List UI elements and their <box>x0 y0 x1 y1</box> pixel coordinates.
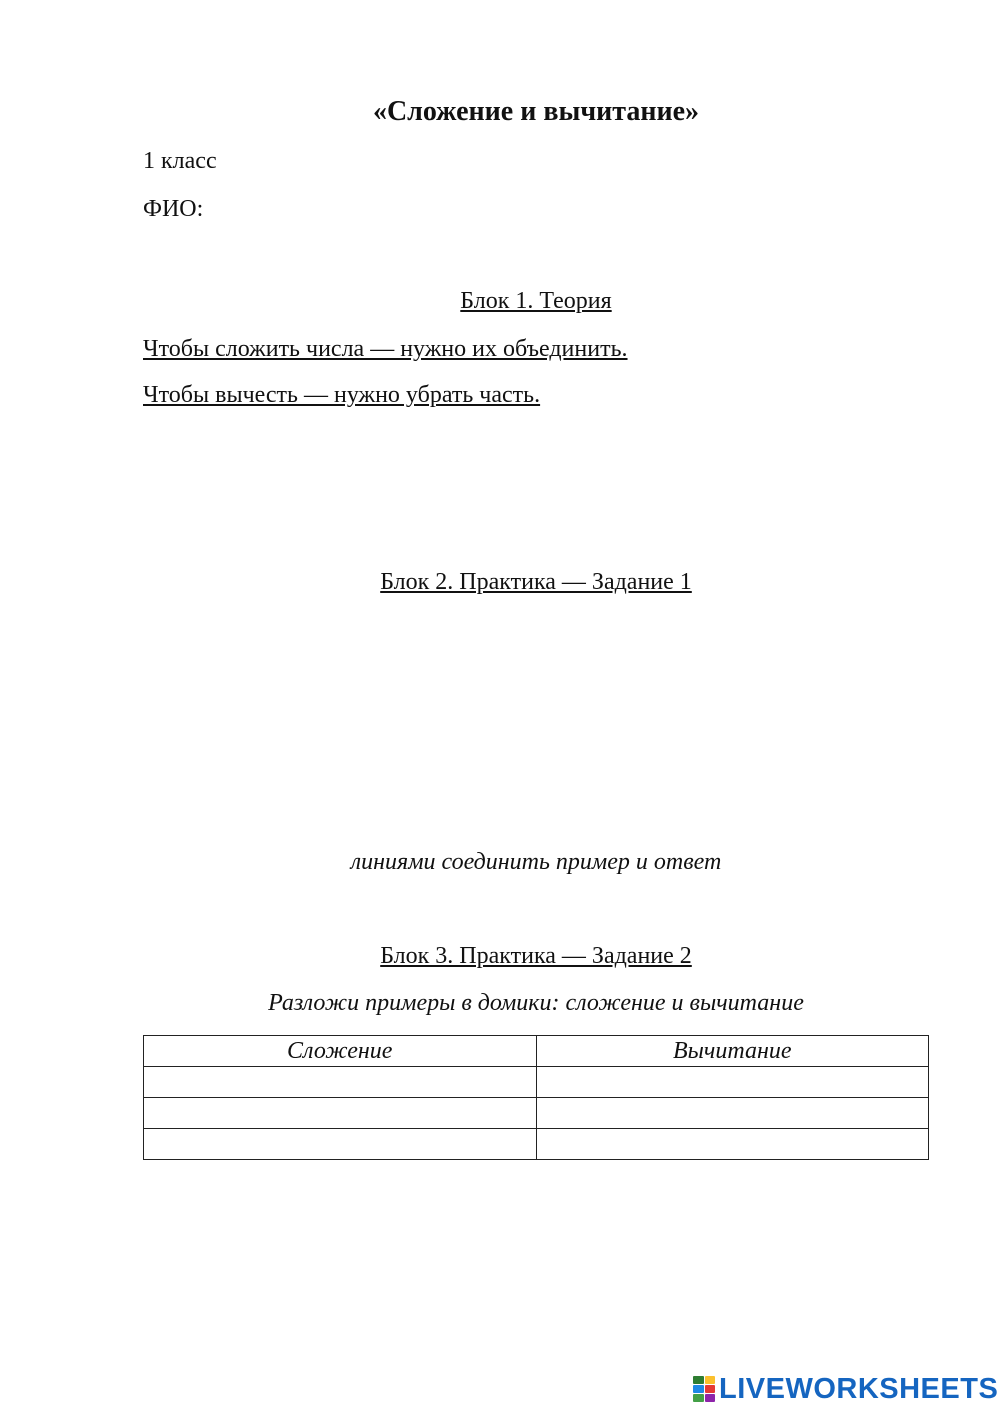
theory-rule-subtraction: Чтобы вычесть — нужно убрать часть. <box>143 382 541 408</box>
block1-heading: Блок 1. Теория <box>460 288 612 314</box>
grade-label: 1 класс <box>143 148 217 174</box>
logo-tile <box>693 1376 704 1384</box>
logo-tile <box>705 1376 716 1384</box>
logo-tiles-icon <box>693 1376 715 1402</box>
addition-cell[interactable] <box>144 1129 537 1160</box>
table-row <box>144 1129 929 1160</box>
logo-text: LIVEWORKSHEETS <box>719 1373 999 1405</box>
liveworksheets-logo <box>693 1373 998 1405</box>
sorting-table <box>143 1035 929 1160</box>
table-header-row <box>144 1036 929 1067</box>
logo-tile <box>705 1394 716 1402</box>
name-label: ФИО: <box>143 196 204 222</box>
subtraction-cell[interactable] <box>536 1067 929 1098</box>
subtraction-cell[interactable] <box>536 1098 929 1129</box>
block3-heading: Блок 3. Практика — Задание 2 <box>380 943 692 969</box>
block2-heading: Блок 2. Практика — Задание 1 <box>380 569 692 595</box>
task2-instruction: Разложи примеры в домики: сложение и вычитание <box>268 990 804 1016</box>
theory-rule-addition: Чтобы сложить числа — нужно их объединить. <box>143 336 628 362</box>
logo-tile <box>693 1385 704 1393</box>
addition-cell[interactable] <box>144 1067 537 1098</box>
addition-cell[interactable] <box>144 1098 537 1129</box>
task1-instruction: линиями соединить пример и ответ <box>350 849 722 875</box>
table-row <box>144 1098 929 1129</box>
table-row <box>144 1067 929 1098</box>
column-header-subtraction: Вычитание <box>536 1036 929 1067</box>
column-header-addition: Сложение <box>144 1036 537 1067</box>
subtraction-cell[interactable] <box>536 1129 929 1160</box>
logo-tile <box>693 1394 704 1402</box>
page-title: «Сложение и вычитание» <box>372 96 700 127</box>
logo-tile <box>705 1385 716 1393</box>
